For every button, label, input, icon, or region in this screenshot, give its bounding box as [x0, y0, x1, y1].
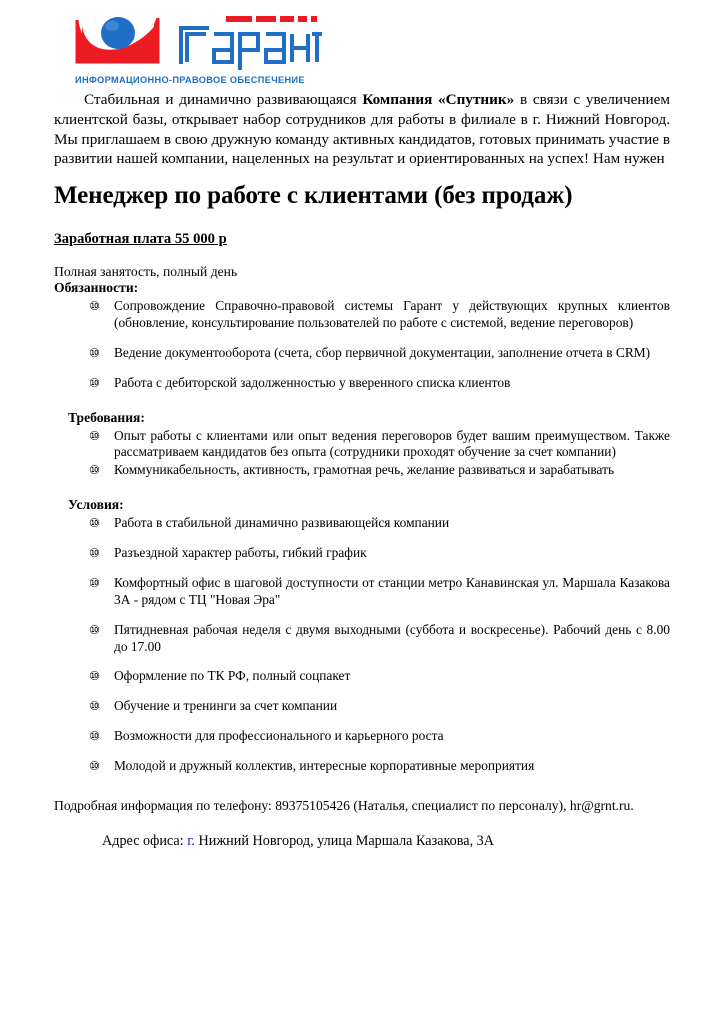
list-item-text: Возможности для профессионального и карьерного роста [114, 728, 444, 744]
list-item [89, 545, 670, 562]
list-item [89, 622, 670, 656]
circled-ten-bullet-icon: ⑩ [89, 729, 100, 744]
list-item-text: Работа в стабильной динамично развивающейся компании [114, 515, 450, 531]
section-heading-responsibilities: Обязанности: [54, 280, 139, 296]
conditions-list [54, 515, 670, 775]
list-item-text: Комфортный офис в шаговой доступности от станции метро Канавинская ул. Маршала Казакова 3А - рядом с ТЦ "Новая Эра" [114, 574, 670, 607]
intro-text-part1: Стабильная и динамично развивающаяся [84, 91, 363, 108]
circled-ten-bullet-icon: ⑩ [89, 759, 100, 774]
list-item-text: Сопровождение Справочно-правовой системы Гарант у действующих крупных клиентов (обновление, консультирование пользователей по работе с системой, ведение переговоров) [114, 298, 670, 331]
page-title: Менеджер по работе с клиентами (без продаж) [54, 182, 573, 209]
circled-ten-bullet-icon: ⑩ [89, 428, 100, 443]
list-item [89, 758, 670, 775]
salary-text: Заработная плата 55 000 р [54, 230, 227, 247]
garant-wordmark-icon [176, 12, 324, 70]
address-rest: Нижний Новгород, улица Маршала Казакова, 3А [194, 833, 495, 850]
circled-ten-bullet-icon: ⑩ [89, 299, 100, 314]
intro-paragraph [54, 90, 670, 169]
list-item [89, 428, 670, 462]
list-item-text: Опыт работы с клиентами или опыт ведения переговоров будет вашим преимуществом. Также рассматриваем кандидатов без опыта (сотрудники проходят обучение за счет компании) [114, 427, 670, 460]
list-item [89, 462, 670, 479]
list-item-text: Ведение документооборота (счета, сбор первичной документации, заполнение отчета в CRM) [114, 344, 651, 360]
list-item-text: Коммуникабельность, активность, грамотная речь, желание развиваться и зарабатывать [114, 462, 615, 478]
logo-tagline: ИНФОРМАЦИОННО-ПРАВОВОЕ ОБЕСПЕЧЕНИЕ [75, 75, 305, 85]
list-item-text: Оформление по ТК РФ, полный соцпакет [114, 668, 351, 684]
salary-row [54, 211, 670, 248]
list-item-text: Молодой и дружный коллектив, интересные корпоративные мероприятия [114, 758, 535, 774]
circled-ten-bullet-icon: ⑩ [89, 375, 100, 390]
logo-row [74, 12, 670, 74]
list-item [89, 575, 670, 609]
circled-ten-bullet-icon: ⑩ [89, 575, 100, 590]
employment-type: Полная занятость, полный день [54, 263, 238, 279]
company-logo [54, 0, 670, 84]
section-heading-requirements: Требования: [68, 409, 145, 425]
circled-ten-bullet-icon: ⑩ [89, 516, 100, 531]
list-item [89, 375, 670, 392]
list-item [89, 668, 670, 685]
circled-ten-bullet-icon: ⑩ [89, 622, 100, 637]
list-item [89, 345, 670, 362]
circled-ten-bullet-icon: ⑩ [89, 699, 100, 714]
list-item [89, 728, 670, 745]
contact-paragraph: Подробная информация по телефону: 89375105426 (Наталья, специалист по персоналу), hr@grnt.ru. [54, 798, 634, 814]
circled-ten-bullet-icon: ⑩ [89, 463, 100, 478]
list-item [89, 298, 670, 332]
company-name: Компания «Спутник» [362, 91, 515, 108]
list-item-text: Работа с дебиторской задолженностью у вверенного списка клиентов [114, 374, 511, 390]
office-address [54, 832, 670, 850]
intro-text-part2: в связи с увеличением клиентской базы, открывает набор сотрудников для работы в филиале в г. Нижний Новгород. Мы приглашаем в свою дружную команду активных кандидатов, готовых принимать участие в развитии нашей компании, нацеленных на результат и ориентированных на успех! Нам нужен [54, 91, 670, 168]
circled-ten-bullet-icon: ⑩ [89, 345, 100, 360]
circled-ten-bullet-icon: ⑩ [89, 669, 100, 684]
section-heading-conditions: Условия: [68, 497, 124, 513]
address-city-abbrev: г. [187, 833, 195, 850]
garant-emblem-icon [74, 12, 172, 70]
list-item [89, 515, 670, 532]
list-item [89, 698, 670, 715]
address-prefix: Адрес офиса: [102, 833, 188, 850]
list-item-text: Разъездной характер работы, гибкий график [114, 545, 367, 560]
requirements-list [54, 428, 670, 480]
responsibilities-list [54, 298, 670, 392]
list-item-text: Пятидневная рабочая неделя с двумя выходными (суббота и воскресенье). Рабочий день с 8.00 до 17.00 [114, 621, 670, 654]
circled-ten-bullet-icon: ⑩ [89, 546, 100, 560]
list-item-text: Обучение и тренинги за счет компании [114, 698, 338, 714]
